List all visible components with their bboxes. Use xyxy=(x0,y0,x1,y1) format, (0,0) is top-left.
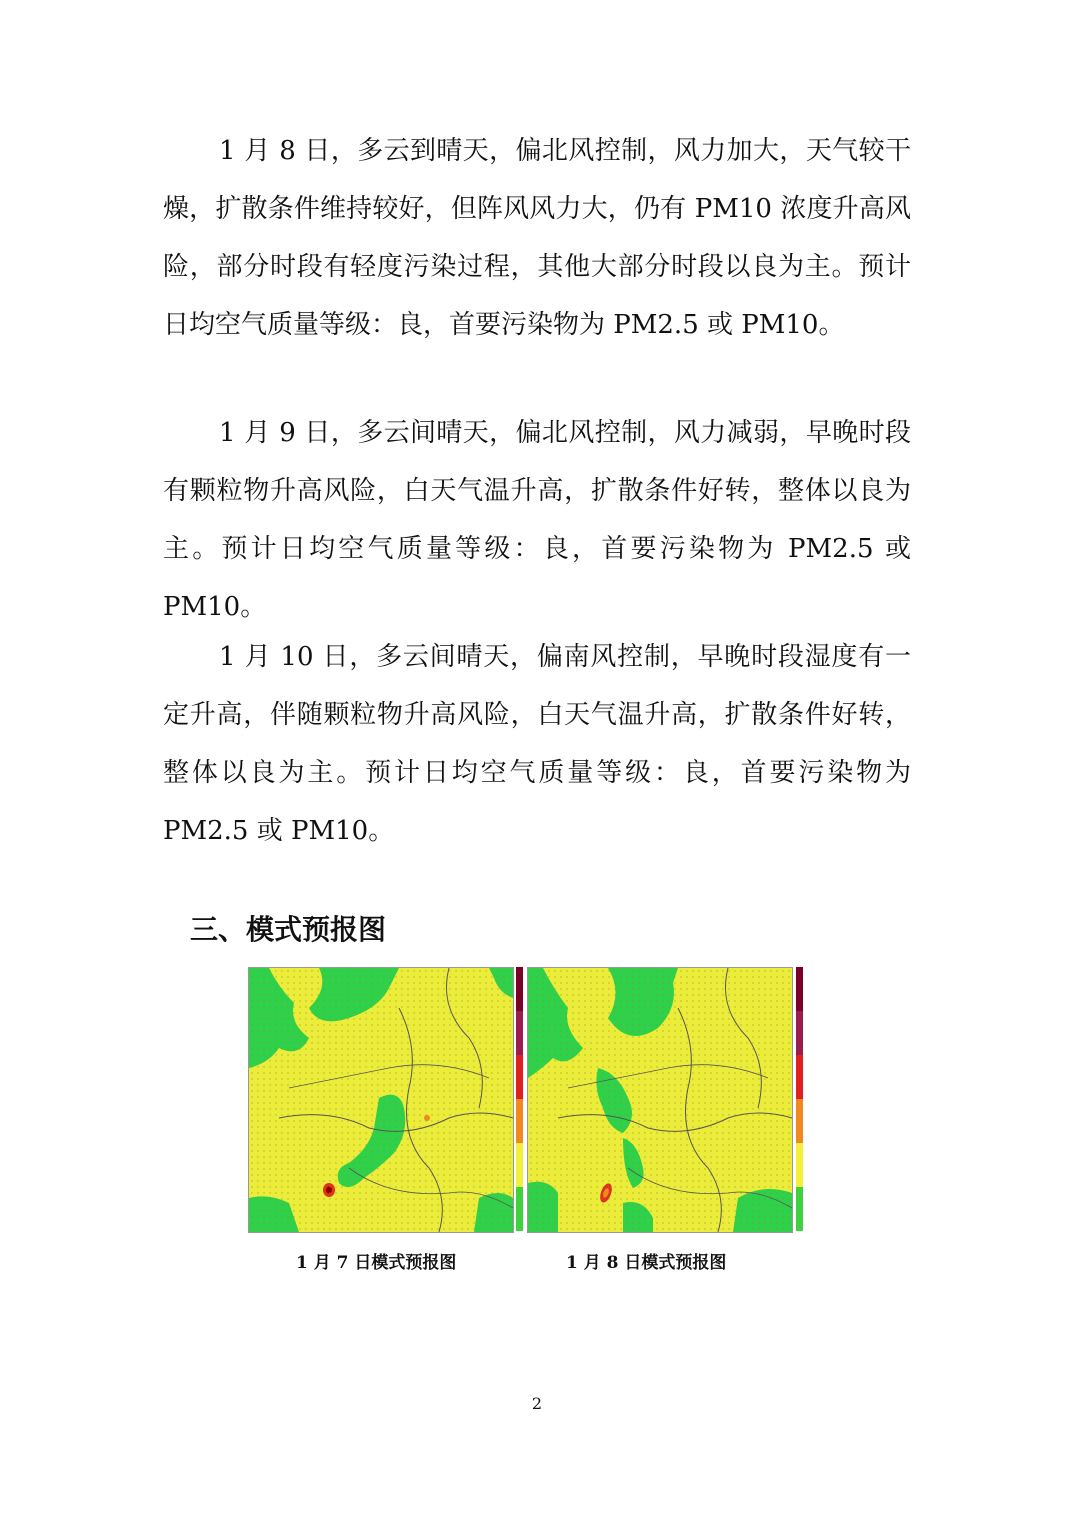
page-number: 2 xyxy=(531,1394,543,1413)
forecast-map-jan-7 xyxy=(248,967,514,1233)
paragraph-jan-10: 1 月 10 日，多云间晴天，偏南风控制，早晚时段湿度有一定升高，伴随颗粒物升高风险，白天气温升高，扩散条件好转，整体以良为主。预计日均空气质量等级：良，首要污染物为 PM2.5 或 PM10。 xyxy=(163,642,911,846)
legend-segment xyxy=(796,1143,803,1187)
color-legend-jan-8 xyxy=(796,967,803,1231)
legend-segment xyxy=(516,1011,523,1055)
figure-caption-jan-8: 1 月 8 日模式预报图 xyxy=(566,1253,727,1273)
color-legend-jan-7 xyxy=(516,967,523,1231)
forecast-map-jan-8 xyxy=(527,967,793,1233)
paragraph-jan-9: 1 月 9 日，多云间晴天，偏北风控制，风力减弱，早晚时段有颗粒物升高风险，白天气温升高，扩散条件好转，整体以良为主。预计日均空气质量等级：良，首要污染物为 PM2.5 或 PM10。 xyxy=(163,418,911,622)
figure-caption-jan-7: 1 月 7 日模式预报图 xyxy=(296,1253,457,1273)
legend-segment xyxy=(516,1099,523,1143)
section-heading: 三、模式预报图 xyxy=(190,913,387,946)
legend-segment xyxy=(516,1055,523,1099)
paragraph-jan-8: 1 月 8 日，多云到晴天，偏北风控制，风力加大，天气较干燥，扩散条件维持较好，但阵风风力大，仍有 PM10 浓度升高风险，部分时段有轻度污染过程，其他大部分时段以良为主。预计日均空气质量等级：良，首要污染物为 PM2.5 或 PM10。 xyxy=(163,136,911,340)
legend-segment xyxy=(796,1187,803,1231)
legend-segment xyxy=(796,967,803,1011)
legend-segment xyxy=(516,1143,523,1187)
legend-segment xyxy=(796,1055,803,1099)
legend-segment xyxy=(796,1011,803,1055)
legend-segment xyxy=(516,1187,523,1231)
legend-segment xyxy=(796,1099,803,1143)
legend-segment xyxy=(516,967,523,1011)
